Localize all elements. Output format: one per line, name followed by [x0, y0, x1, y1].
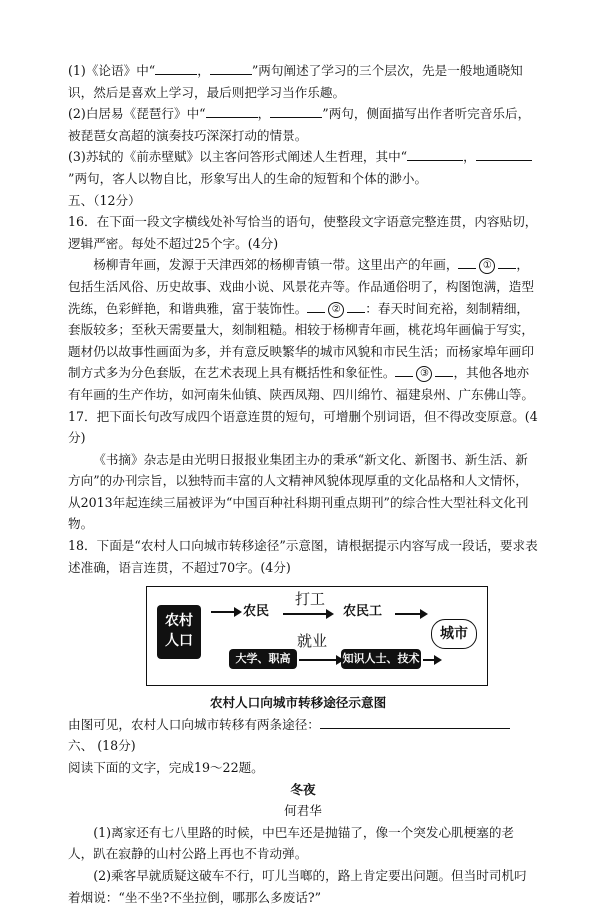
farmer-node: 农民: [243, 604, 270, 620]
answer-blank[interactable]: [395, 362, 413, 377]
blank-marker-2: ②: [328, 302, 344, 318]
answer-blank[interactable]: [210, 60, 252, 75]
answer-blank[interactable]: [307, 298, 325, 313]
arrow-icon: [299, 659, 337, 661]
arrow-icon: [283, 613, 327, 615]
answer-blank[interactable]: [320, 714, 510, 729]
q15-item-2: (2)白居易《琵琶行》中“ ， ”两句，侧面描写出作者听完音乐后，被琵琶女高超的演奏技巧深深打动的情景。: [68, 103, 538, 146]
q18-prompt: 18．下面是“农村人口向城市转移途径”示意图，请根据提示内容写成一段话，要求表述准确，语言连贯，不超过70字。(4分): [68, 538, 538, 575]
employment-label: 就业: [297, 632, 328, 651]
answer-blank[interactable]: [476, 146, 532, 161]
answer-blank[interactable]: [435, 362, 453, 377]
q17-text: 《书摘》杂志是由光明日报报业集团主办的秉承“新文化、新图书、新生活、新方向”的办刊宗旨，以独特而丰富的人文精神风貌体现厚重的文化品格和人文情怀，从2013年起连续三届被评为“中国百种社科期刊重点期刊”的综合性大型社科文化刊物。: [68, 451, 529, 532]
work-label: 打工: [295, 590, 326, 609]
passage-para-2: (2)乘客早就质疑这破车不行，叮儿当啷的，路上肯定要出问题。但当时司机叼着烟说：“坐不坐?不坐拉倒，哪那么多废话?”: [68, 868, 527, 905]
blank-marker-1: ①: [479, 258, 495, 274]
answer-blank[interactable]: [270, 103, 322, 118]
city-node: 城市: [431, 619, 477, 649]
arrow-icon: [423, 659, 435, 661]
answer-blank[interactable]: [206, 103, 258, 118]
diagram-caption: 农村人口向城市转移途径示意图: [209, 695, 387, 711]
exam-page: [68, 60, 538, 908]
answer-blank[interactable]: [458, 254, 476, 269]
blank-marker-3: ③: [416, 366, 432, 382]
q17-prompt: 17．把下面长句改写成四个语意连贯的短句，可增删个别词语，但不得改变原意。(4分): [68, 408, 538, 446]
passage-title: 冬夜: [290, 781, 316, 797]
section-5-title: 五、（12分）: [68, 192, 141, 208]
q15-item-3: (3)苏轼的《前赤壁赋》以主客问答形式阐述人生哲理，其中“ ，”两句，客人以物自比，形象写出人的生命的短暂和个体的渺小。: [68, 146, 538, 189]
arrow-icon: [211, 611, 235, 613]
answer-blank[interactable]: [347, 298, 365, 313]
arrow-icon: [395, 613, 421, 615]
passage-author: 何君华: [284, 803, 322, 819]
q15-item-1: (1)《论语》中“ ， ”两句阐述了学习的三个层次，先是一般地通晓知识，然后是喜欢上学习，最后则把学习当作乐趣。: [68, 60, 538, 103]
q16-prompt: 16．在下面一段文字横线处补写恰当的语句，使整段文字语意完整连贯，内容贴切，逻辑严密。每处不超过25个字。(4分): [68, 214, 538, 251]
rural-population-box: 农村 人口: [157, 605, 201, 659]
answer-blank[interactable]: [155, 60, 197, 75]
education-box: 大学、职高: [229, 649, 297, 669]
migrant-worker-node: 农民工: [343, 604, 383, 620]
answer-blank[interactable]: [407, 146, 463, 161]
passage-para-1: (1)离家还有七八里路的时候，中巴车还是抛锚了，像一个突发心肌梗塞的老人，趴在寂静的山村公路上再也不肯动弹。: [68, 824, 515, 862]
section-6-title: 六、 (18分): [68, 738, 136, 754]
talent-box: 知识人士、技术: [341, 649, 421, 669]
answer-blank[interactable]: [498, 254, 516, 269]
migration-diagram: [146, 586, 488, 686]
q18-answer-line: 由图可见，农村人口向城市转移有两条途径：: [68, 714, 538, 736]
q16-passage: 杨柳青年画，发源于天津西郊的杨柳青镇一带。这里出产的年画， ① ，包括生活风俗、历史故事、戏曲小说、风景花卉等。作品通俗明了，构图饱满，造型洗练，色彩鲜艳，和谐典雅，富于装饰性。 ② ：春天时间充裕，刻制精细，套版较多；至秋天需要量大，刻制粗糙。相较于杨柳青年画，桃花坞年画偏于写实，题材仍以故事性画面为多，并有意反映繁华的城市风貌和市民生活；而杨家埠年画印制方式多为分色套版，在艺术表现上具有概括性和象征性。 ③ ，其他各地亦有年画的生产作坊，如河南朱仙镇、陕西凤翔、四川绵竹、福建泉州、广东佛山等。: [68, 254, 538, 405]
reading-instruction: 阅读下面的文字，完成19～22题。: [68, 760, 264, 776]
